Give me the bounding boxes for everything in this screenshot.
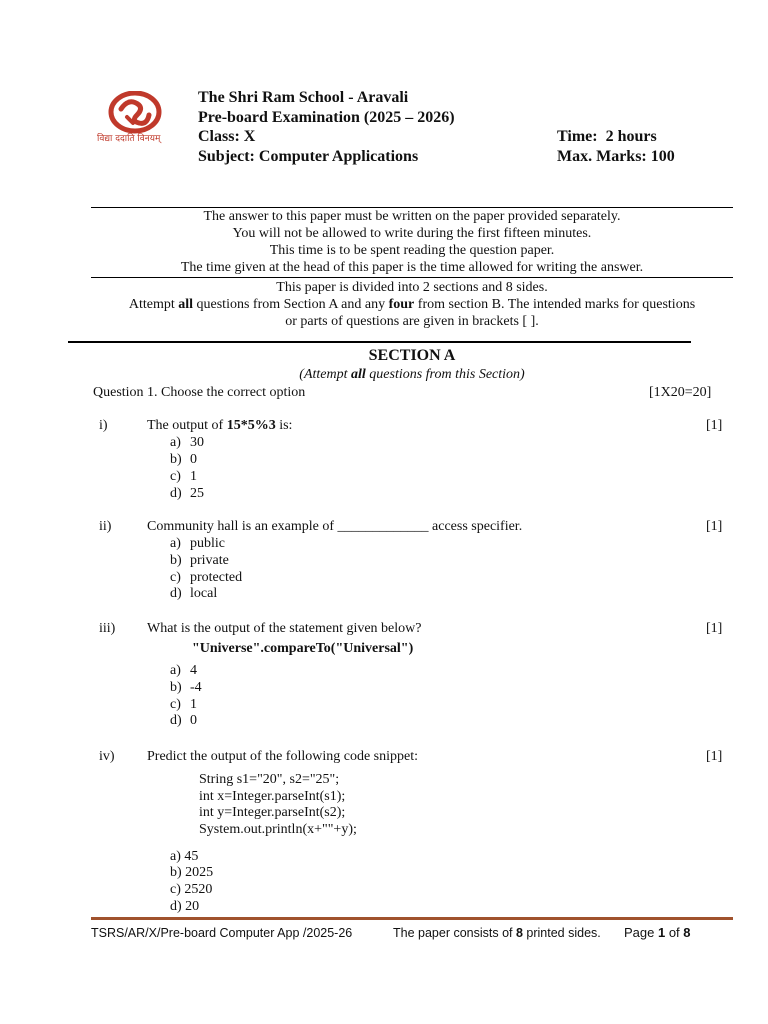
instruction-line-1: The answer to this paper must be written on the paper provided separately. (203, 209, 621, 224)
option-item: a) 45 (170, 849, 199, 864)
footer-rule (91, 917, 733, 920)
footer-sides: The paper consists of 8 printed sides. (393, 926, 601, 940)
time-label: Time: 2 hours (557, 128, 657, 145)
instruction-line-3: This time is to be spent reading the question paper. (269, 243, 555, 258)
option-item: c) 1 (170, 697, 197, 712)
option-item: b) 2025 (170, 865, 214, 880)
question-number: i) (99, 418, 108, 433)
question-marks: [1] (706, 621, 723, 636)
question-number: ii) (99, 519, 112, 534)
exam-title: Pre-board Examination (2025 – 2026) (198, 109, 455, 126)
instruction-line-4: The time given at the head of this paper is the time allowed for writing the answer. (180, 260, 644, 275)
option-item: d) 20 (170, 899, 200, 914)
question-marks: [1] (706, 749, 723, 764)
footer-code: TSRS/AR/X/Pre-board Computer App /2025-26 (91, 926, 353, 940)
instruction-line-7: or parts of questions are given in brackets [ ]. (285, 314, 539, 329)
instruction-line-2: You will not be allowed to write during the first fifteen minutes. (232, 226, 592, 241)
option-item: c) 1 (170, 469, 197, 484)
code-line: String s1="20", s2="25"; (199, 772, 340, 787)
option-item: b) private (170, 553, 229, 568)
footer-page-number: Page 1 of 8 (624, 925, 691, 940)
divider-bottom (68, 341, 691, 343)
question-1-marks: [1X20=20] (649, 385, 712, 400)
option-item: a) 4 (170, 663, 197, 678)
option-item: d) 25 (170, 486, 204, 501)
option-item: a) public (170, 536, 225, 551)
question-text: Predict the output of the following code snippet: (147, 749, 419, 764)
question-number: iii) (99, 621, 116, 636)
code-line: int x=Integer.parseInt(s1); (199, 789, 346, 804)
max-marks-label: Max. Marks: 100 (557, 148, 675, 165)
question-marks: [1] (706, 418, 723, 433)
school-name: The Shri Ram School - Aravali (198, 89, 409, 106)
option-item: a) 30 (170, 435, 204, 450)
instruction-line-6: Attempt all questions from Section A and any four from section B. The intended marks for questions (128, 297, 696, 312)
option-item: d) 0 (170, 713, 197, 728)
subject-label: Subject: Computer Applications (198, 148, 419, 165)
code-line: int y=Integer.parseInt(s2); (199, 805, 346, 820)
class-label: Class: X (198, 128, 256, 145)
question-marks: [1] (706, 519, 723, 534)
question-text: What is the output of the statement given below? (147, 621, 422, 636)
option-item: c) protected (170, 570, 243, 585)
divider-middle (91, 277, 733, 278)
question-text: Community hall is an example of _____________ access specifier. (147, 519, 523, 534)
question-text: The output of 15*5%3 is: (147, 418, 293, 433)
question-number: iv) (99, 749, 115, 764)
instruction-line-5: This paper is divided into 2 sections and 8 sides. (276, 280, 548, 295)
section-subtitle: (Attempt all questions from this Section) (299, 367, 525, 382)
option-item: d) local (170, 586, 218, 601)
option-item: b) -4 (170, 680, 202, 695)
code-line: System.out.println(x+""+y); (199, 822, 357, 837)
logo-motto: विद्या ददाति विनयम् (97, 134, 161, 144)
code-expression: "Universe".compareTo("Universal") (192, 641, 414, 656)
option-item: b) 0 (170, 452, 197, 467)
section-title: SECTION A (368, 347, 456, 364)
question-1-title: Question 1. Choose the correct option (93, 385, 306, 400)
option-item: c) 2520 (170, 882, 213, 897)
